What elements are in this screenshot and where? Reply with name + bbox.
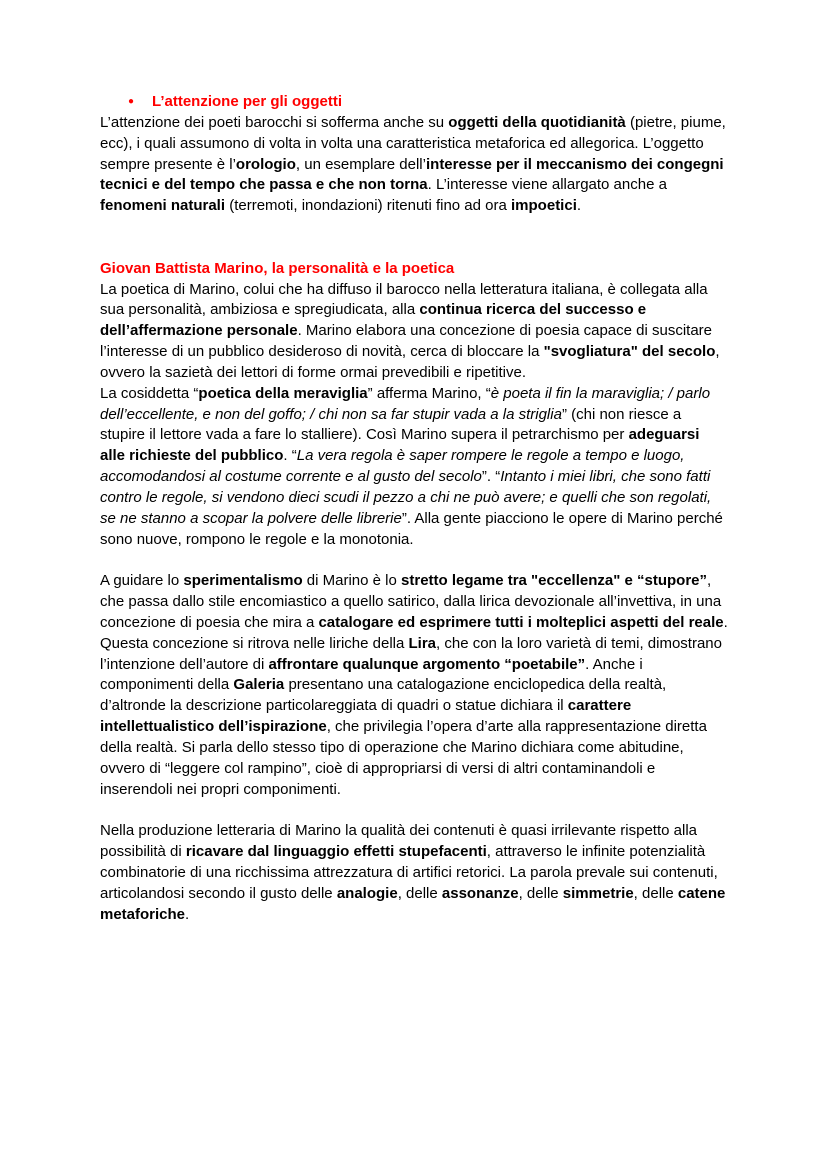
text-run: sperimentalismo <box>183 572 303 590</box>
text-run: Galeria <box>233 676 285 694</box>
text-run: . Anche i componimenti della <box>100 655 643 694</box>
text-run: . L’interesse viene allargato anche a <box>427 176 667 194</box>
text-run: , che privilegia l’opera d’arte alla rappresentazione diretta della realtà. Si parla dello stesso tipo di operazione che Marino dichiara come abitudine, ovvero di “leggere col rampino”, cioè di appropriarsi di versi di altri contaminandoli e inserendoli nei propri componimenti. <box>100 718 707 798</box>
paragraph-spacer <box>100 550 728 571</box>
text-run: interesse per il meccanismo dei congegni tecnici e del tempo che passa e che non torna <box>100 155 724 194</box>
document-content <box>100 92 728 926</box>
text-run: stretto legame tra "eccellenza" e “stupore” <box>401 572 708 590</box>
paragraph <box>100 280 728 384</box>
text-run: , ovvero la sazietà dei lettori di forme ormai prevedibili e ripetitive. <box>100 343 720 381</box>
text-run: Giovan Battista Marino, la personalità e la poetica <box>100 259 455 277</box>
text-run: , delle <box>518 884 563 902</box>
text-run: assonanze <box>441 884 519 902</box>
text-run: ”. “ <box>481 468 501 486</box>
text-run: . Questa concezione si ritrova nelle liriche della <box>100 613 728 652</box>
text-run: di Marino è lo <box>302 572 402 590</box>
text-run: L’attenzione dei poeti barocchi si sofferma anche su <box>100 113 449 131</box>
text-run: fenomeni naturali <box>100 197 226 215</box>
bullet-icon: ● <box>128 96 135 107</box>
text-run: adeguarsi alle richieste del pubblico <box>100 426 700 465</box>
text-run: , un esemplare dell’ <box>295 155 426 173</box>
text-run: , che passa dallo stile encomiastico a quello satirico, dalla lirica devozionale all’invettiva, in una concezione di poesia che mira a <box>100 572 722 631</box>
text-run: La poetica di Marino, colui che ha diffuso il barocco nella letteratura italiana, è collegata alla sua personalità, ambiziosa e spregiudicata, alla <box>100 280 708 319</box>
text-run: orologio <box>235 155 296 173</box>
text-run: , che con la loro varietà di temi, dimostrano l’intenzione dell’autore di <box>100 634 722 673</box>
text-run: , attraverso le infinite potenzialità combinatorie di una ricchissima attrezzatura di artifici retorici. La parola prevale sui contenuti, articolandosi secondo il gusto delle <box>100 843 718 902</box>
text-run: "svogliatura" del secolo <box>543 343 716 361</box>
bullet-text <box>152 92 342 113</box>
section-heading <box>100 259 728 280</box>
text-run: affrontare qualunque argomento “poetabile” <box>268 655 586 673</box>
paragraph <box>100 821 728 925</box>
text-run: simmetrie <box>562 884 634 902</box>
paragraph-spacer <box>100 801 728 822</box>
text-run: A guidare lo <box>100 572 184 590</box>
text-run: Lira <box>408 634 437 652</box>
text-run: carattere intellettualistico dell’ispirazione <box>100 697 632 736</box>
text-run: poetica della meraviglia <box>198 384 368 402</box>
text-run: , delle <box>633 884 678 902</box>
text-run: . <box>185 905 190 923</box>
text-run: continua ricerca del successo e dell’affermazione personale <box>100 301 647 340</box>
bullet-heading <box>100 92 728 113</box>
paragraph <box>100 113 728 217</box>
text-run: La cosiddetta “ <box>100 384 199 402</box>
text-run: La vera regola è saper rompere le regole a tempo e luogo, accomodandosi al costume corrente e al gusto del secolo <box>100 447 685 486</box>
text-run: . Marino elabora una concezione di poesia capace di suscitare l’interesse di un pubblico desideroso di novità, cerca di bloccare la <box>100 322 712 361</box>
text-run: presentano una catalogazione enciclopedica della realtà, d’altronde la descrizione particolareggiata di quadri o statue dichiara il <box>100 676 667 715</box>
text-run: L’attenzione per gli oggetti <box>152 93 343 110</box>
text-run: impoetici <box>511 197 577 215</box>
text-run: catalogare ed esprimere tutti i molteplici aspetti del reale <box>318 613 724 631</box>
text-run: analogie <box>336 884 398 902</box>
text-run: Nella produzione letteraria di Marino la qualità dei contenuti è quasi irrilevante rispetto alla possibilità di <box>100 822 698 861</box>
text-run: . <box>576 197 582 215</box>
text-run: ”. Alla gente piacciono le opere di Marino perché sono nuove, rompono le regole e la monotonia. <box>100 509 723 548</box>
text-run: catene metaforiche <box>100 884 726 923</box>
paragraph <box>100 384 728 551</box>
text-run: ricavare dal linguaggio effetti stupefacenti <box>185 843 487 861</box>
text-run: ” afferma Marino, “ <box>367 384 491 402</box>
text-run: oggetti della quotidianità <box>448 113 626 131</box>
text-run: è poeta il fin la maraviglia; / parlo dell’eccellente, e non del goffo; / chi non sa far stupir vada a la striglia <box>100 384 711 423</box>
text-run: Intanto i miei libri, che sono fatti contro le regole, si vendono dieci scudi il pezzo a chi ne può avere; e quelli che son regolati, se ne stanno a scopar la polvere delle librerie <box>100 468 712 527</box>
text-run: (pietre, piume, ecc), i quali assumono di volta in volta una caratteristica metaforica ed allegorica. L’oggetto sempre presente è l’ <box>100 113 726 173</box>
paragraph <box>100 571 728 800</box>
text-run: (terremoti, inondazioni) ritenuti fino ad ora <box>225 197 512 215</box>
text-run: , delle <box>397 884 442 902</box>
text-run: . “ <box>283 447 297 465</box>
text-run: ” (chi non riesce a stupire il lettore vada a fare lo stalliere). Così Marino supera il petrarchismo per <box>100 405 682 444</box>
paragraph-spacer <box>100 217 728 259</box>
